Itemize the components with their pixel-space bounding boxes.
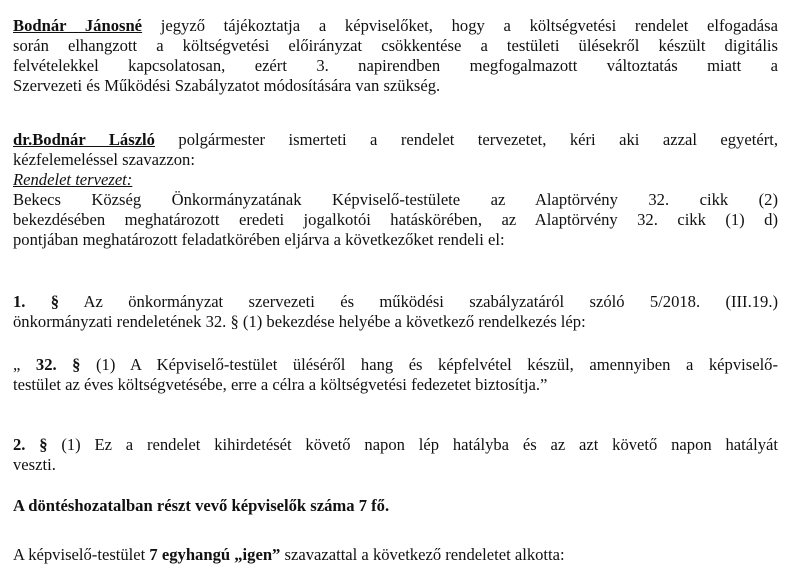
paragraph-draft (13, 170, 778, 250)
speaker-name: dr.Bodnár László (13, 130, 155, 149)
paragraph-line: során elhangzott a költségvetési előirányzat csökkentése a testületi ülésekről készült digitális (13, 36, 778, 55)
paragraph-line: önkormányzati rendeletének 32. § (1) bekezdése helyébe a következő rendelkezés lép: (13, 312, 586, 331)
paragraph-mayor (13, 130, 778, 170)
section-number: 32. § (35, 355, 81, 374)
text-span: jegyző tájékoztatja a képviselőket, hogy a költségvetési rendelet elfogadása (142, 16, 778, 35)
speaker-name: Bodnár Jánosné (13, 16, 143, 35)
paragraph-line: felvételekkel kapcsolatosan, ezért 3. napirendben megfogalmazott változtatás miatt a (13, 56, 778, 75)
draft-heading: Rendelet tervezet: (13, 170, 133, 189)
text-span: A képviselő-testület (13, 545, 150, 564)
paragraph-vote-result (13, 545, 778, 565)
quote-mark: „ (13, 355, 36, 374)
paragraph-line: kézfelemeléssel szavazzon: (13, 150, 195, 169)
paragraph-quorum (13, 496, 778, 516)
paragraph-line: veszti. (13, 455, 56, 474)
paragraph-line (13, 545, 778, 565)
paragraph-line (13, 355, 778, 375)
paragraph-line: Bekecs Község Önkormányzatának Képviselő-testülete az Alaptörvény 32. cikk (2) (13, 190, 778, 209)
paragraph-line (13, 292, 778, 312)
paragraph-line (13, 435, 778, 455)
paragraph-line (13, 130, 778, 150)
paragraph-line: Szervezeti és Működési Szabályzatot módosítására van szükség. (13, 76, 441, 95)
paragraph-section-2 (13, 435, 778, 475)
vote-count: 7 egyhangú „igen” (149, 545, 281, 564)
text-span: (1) A Képviselő-testület üléséről hang és képfelvétel készül, amennyiben a képviselő- (80, 355, 779, 374)
quorum-statement: A döntéshozatalban részt vevő képviselők száma 7 fő. (13, 496, 390, 515)
text-span: Az önkormányzat szervezeti és működési szabályzatáról szóló 5/2018. (III.19.) (59, 292, 779, 311)
paragraph-section-1 (13, 292, 778, 332)
paragraph-line: testület az éves költségvetésébe, erre a célra a költségvetési fedezetet biztosítja.” (13, 375, 548, 394)
text-span: (1) Ez a rendelet kihirdetését követő napon lép hatályba és az azt követő napon hatályát (47, 435, 778, 454)
text-span: szavazattal a következő rendeletet alkotta: (280, 545, 565, 564)
paragraph-section-32 (13, 355, 778, 395)
paragraph-notary-info (13, 16, 778, 96)
paragraph-line: bekezdésében meghatározott eredeti jogalkotói hatáskörében, az Alaptörvény 32. cikk (1) d) (13, 210, 778, 229)
section-number: 2. § (13, 435, 48, 454)
section-number: 1. § (13, 292, 60, 311)
text-span: polgármester ismerteti a rendelet tervezetet, kéri aki azzal egyetért, (154, 130, 778, 149)
paragraph-line (13, 16, 778, 36)
paragraph-line: pontjában meghatározott feladatkörében eljárva a következőket rendeli el: (13, 230, 505, 249)
